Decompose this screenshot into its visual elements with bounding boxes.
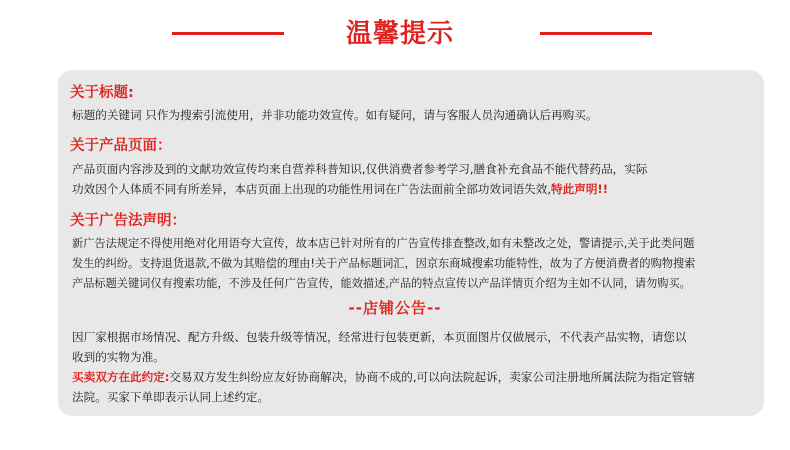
product-page-text-line-2: [72, 180, 608, 198]
agreement-line: [72, 368, 695, 386]
page-title: 温馨提示: [345, 19, 454, 49]
agreement-label: 买卖双方在此约定:: [72, 370, 170, 384]
ad-law-text-line-2: 发生的纠纷。支持退货退款,不做为其赔偿的理由!关于产品标题词汇，因京东商城搜索功能特性，故为了方便消费者的购物搜索: [72, 257, 696, 270]
section-heading-title-keywords: 关于标题:: [70, 85, 134, 101]
product-page-text: 功效因个人体质不同有所差异，本店页面上出现的功能性用词在广告法面前全部功效词语失效,: [72, 182, 552, 196]
store-notice-text-line-2: 收到的实物为准。: [72, 350, 165, 364]
store-notice-text-line-1: 因厂家根据市场情况、配方升级、包装升级等情况，经常进行包装更新，本页面图片仅做展示，不代表产品实物，请您以: [72, 330, 687, 344]
section-heading-product-page: 关于产品页面：: [70, 138, 172, 154]
product-page-text-line-1: 产品页面内容涉及到的文献功效宣传均来自营养科普知识,仅供消费者参考学习,膳食补充食品不能代替药品，实际: [72, 162, 648, 176]
agreement-text: 交易双方发生纠纷应友好协商解决，协商不成的,可以向法院起诉，卖家公司注册地所属法院为指定管辖: [169, 370, 695, 384]
store-notice-heading: --店铺公告--: [348, 299, 442, 317]
ad-law-text-line-3: 产品标题关键词仅有搜索功能，不涉及任何广告宣传，能效描述,产品的特点宣传以产品详情页介绍为主如不认同，请勿购买。: [72, 277, 691, 290]
special-declaration: 特此声明!!: [551, 182, 608, 196]
header-right-rule: [540, 32, 652, 35]
section-heading-ad-law: 关于广告法声明：: [70, 213, 186, 229]
ad-law-text-line-1: 新广告法规定不得使用绝对化用语夸大宣传，故本店已针对所有的广告宣传排查整改,如有未整改之处，警请提示,关于此类问题: [72, 237, 695, 250]
agreement-tail: 法院。买家下单即表示认同上述约定。: [72, 390, 270, 404]
title-keywords-text: 标题的关键词 只作为搜索引流使用，并非功能功效宣传。如有疑问，请与客服人员沟通确认后再购买。: [72, 108, 598, 122]
header-left-rule: [172, 32, 284, 35]
